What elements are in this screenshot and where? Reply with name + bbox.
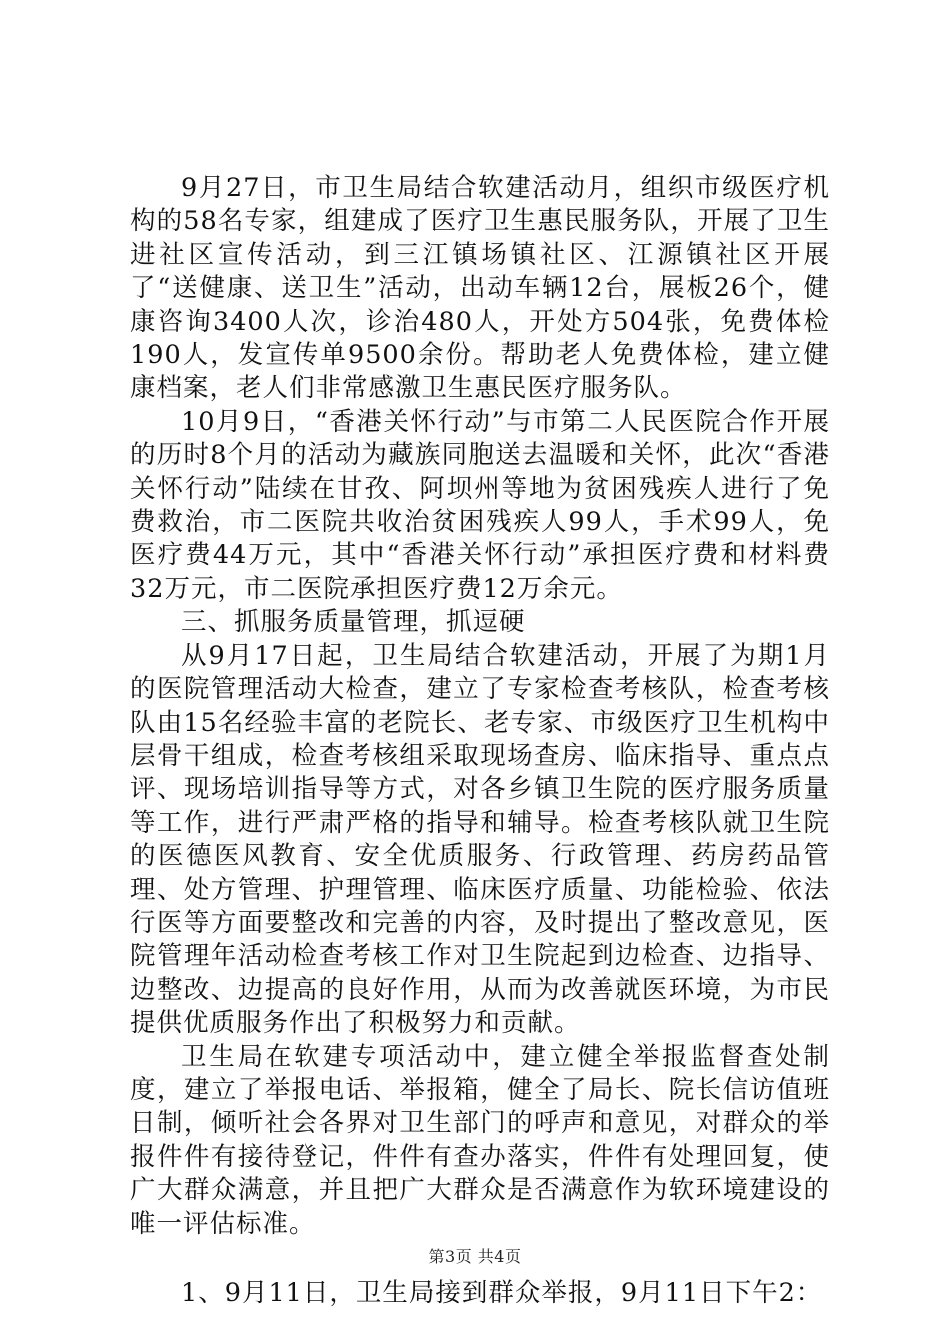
paragraph-community-health-event: 9月27日，市卫生局结合软建活动月，组织市级医疗机构的58名专家，组建成了医疗卫生惠民服务队，开展了卫生进社区宣传活动，到三江镇场镇社区、江源镇社区开展了“送健康、送卫生”活动，出动车辆12台，展板26个，健康咨询3400人次，诊治480人，开处方504张，免费体检190人，发宣传单9500余份。帮助老人免费体检，建立健康档案，老人们非常感激卫生惠民医疗服务队。 [130, 173, 830, 404]
document-body [130, 172, 830, 1310]
paragraph-complaint-system: 卫生局在软建专项活动中，建立健全举报监督查处制度，建立了举报电话、举报箱，健全了局长、院长信访值班日制，倾听社会各界对卫生部门的呼声和意见，对群众的举报件件有接待登记，件件有查办落实，件件有处理回复，使广大群众满意，并且把广大群众是否满意作为软环境建设的唯一评估标准。 [130, 1041, 830, 1239]
paragraph-hospital-inspection: 从9月17日起，卫生局结合软建活动，开展了为期1月的医院管理活动大检查，建立了专家检查考核队，检查考核队由15名经验丰富的老院长、老专家、市级医疗卫生机构中层骨干组成，检查考核组采取现场查房、临床指导、重点点评、现场培训指导等方式，对各乡镇卫生院的医疗服务质量等工作，进行严肃严格的指导和辅导。检查考核队就卫生院的医德医风教育、安全优质服务、行政管理、药房药品管理、处方管理、护理管理、临床医疗质量、功能检验、依法行医等方面要整改和完善的内容，及时提出了整改意见，医院管理年活动检查考核工作对卫生院起到边检查、边指导、边整改、边提高的良好作用，从而为改善就医环境，为市民提供优质服务作出了积极努力和贡献。 [130, 640, 830, 1039]
section-heading-service-quality: 三、抓服务质量管理，抓逗硬 [181, 607, 526, 638]
paragraph-hong-kong-care-action: 10月9日，“香港关怀行动”与市第二人民医院合作开展的历时8个月的活动为藏族同胞送去温暖和关怀，此次“香港关怀行动”陆续在甘孜、阿坝州等地为贫困残疾人进行了免费救治，市二医院共收治贫困残疾人99人，手术99人，免医疗费44万元，其中“香港关怀行动”承担医疗费和材料费32万元，市二医院承担医疗费12万余元。 [130, 406, 830, 604]
paragraph-report-case-1: 1、9月11日，卫生局接到群众举报，9月11日下午2： [181, 1278, 823, 1308]
page-footer: 第3页 共4页 [428, 1247, 522, 1266]
